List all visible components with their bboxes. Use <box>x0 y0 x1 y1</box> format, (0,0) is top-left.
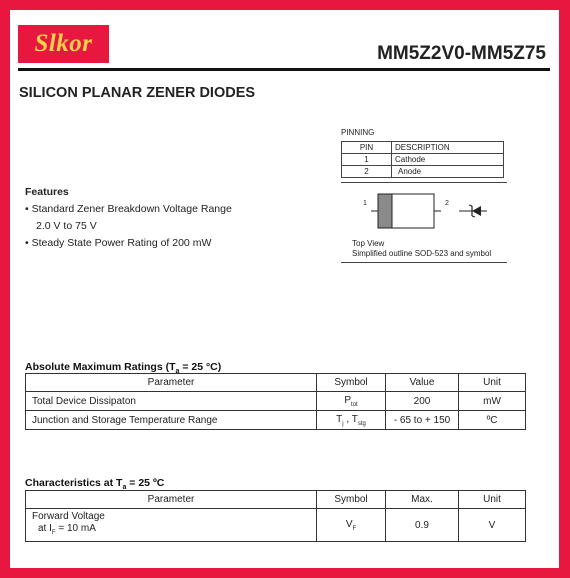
package-outline-diagram <box>341 186 507 236</box>
max-cell: 0.9 <box>386 509 459 542</box>
symbol-cell: $T_j$ , $T_{stg}$ <box>317 411 386 430</box>
features-heading: Features <box>25 186 69 198</box>
table-row <box>342 166 504 178</box>
value-cell: 200 <box>386 392 459 411</box>
characteristics-header-row <box>26 491 526 509</box>
unit-header: Unit <box>459 491 526 509</box>
symbol-header: Symbol <box>317 374 386 392</box>
pinning-label: PINNING <box>341 128 375 137</box>
brand-logo <box>18 25 109 63</box>
table-row <box>342 154 504 166</box>
abs-max-table <box>25 373 526 430</box>
pin-description: Cathode <box>392 154 504 166</box>
value-header: Value <box>386 374 459 392</box>
diagram-caption-outline: Simplified outline SOD-523 and symbol <box>352 249 492 258</box>
pinning-header-row <box>342 142 504 154</box>
parameter-cell: Total Device Dissipaton <box>26 392 317 411</box>
table-row <box>26 509 526 542</box>
characteristics-heading: Characteristics at $T_a = 25$ ºC <box>25 477 165 492</box>
pin1-label: 1 <box>363 200 367 207</box>
table-row <box>26 411 526 430</box>
feature-item: • Standard Zener Breakdown Voltage Range <box>25 203 232 215</box>
header-rule <box>18 68 550 71</box>
cathode-band <box>378 194 392 228</box>
abs-max-header-row <box>26 374 526 392</box>
pinning-table <box>341 141 504 178</box>
pin2-label: 2 <box>445 200 449 207</box>
package-top-rule <box>341 182 507 183</box>
parameter-header: Parameter <box>26 374 317 392</box>
symbol-cell: $V_F$ <box>317 509 386 542</box>
pin-number: 2 <box>342 166 392 178</box>
max-header: Max. <box>386 491 459 509</box>
pin-number: 1 <box>342 154 392 166</box>
datasheet-page <box>10 10 559 568</box>
parameter-condition: at $I_F = 10$ mA <box>38 523 96 536</box>
symbol-cell: $P_{tot}$ <box>317 392 386 411</box>
parameter-header: Parameter <box>26 491 317 509</box>
unit-header: Unit <box>459 374 526 392</box>
abs-max-heading: Absolute Maximum Ratings ($T_a = 25$ °C) <box>25 361 222 376</box>
characteristics-table <box>25 490 526 542</box>
zener-diode-symbol-icon <box>459 205 487 217</box>
parameter-cell: Junction and Storage Temperature Range <box>26 411 317 430</box>
brand-logo-text: Slkor <box>34 30 93 57</box>
feature-item: 2.0 V to 75 V <box>36 220 97 232</box>
pin-header: PIN <box>342 142 392 154</box>
description-header: DESCRIPTION <box>392 142 504 154</box>
unit-cell: ºC <box>459 411 526 430</box>
part-number: MM5Z2V0-MM5Z75 <box>377 43 546 64</box>
unit-cell: mW <box>459 392 526 411</box>
table-row <box>26 392 526 411</box>
pin-description: Anode <box>392 166 504 178</box>
feature-item: • Steady State Power Rating of 200 mW <box>25 237 212 249</box>
parameter-name: Forward Voltage <box>32 511 105 522</box>
value-cell: - 65 to + 150 <box>386 411 459 430</box>
diagram-caption-view: Top View <box>352 239 385 248</box>
parameter-cell <box>26 509 317 542</box>
unit-cell: V <box>459 509 526 542</box>
document-title: SILICON PLANAR ZENER DIODES <box>19 85 256 101</box>
package-bottom-rule <box>341 262 507 263</box>
symbol-header: Symbol <box>317 491 386 509</box>
